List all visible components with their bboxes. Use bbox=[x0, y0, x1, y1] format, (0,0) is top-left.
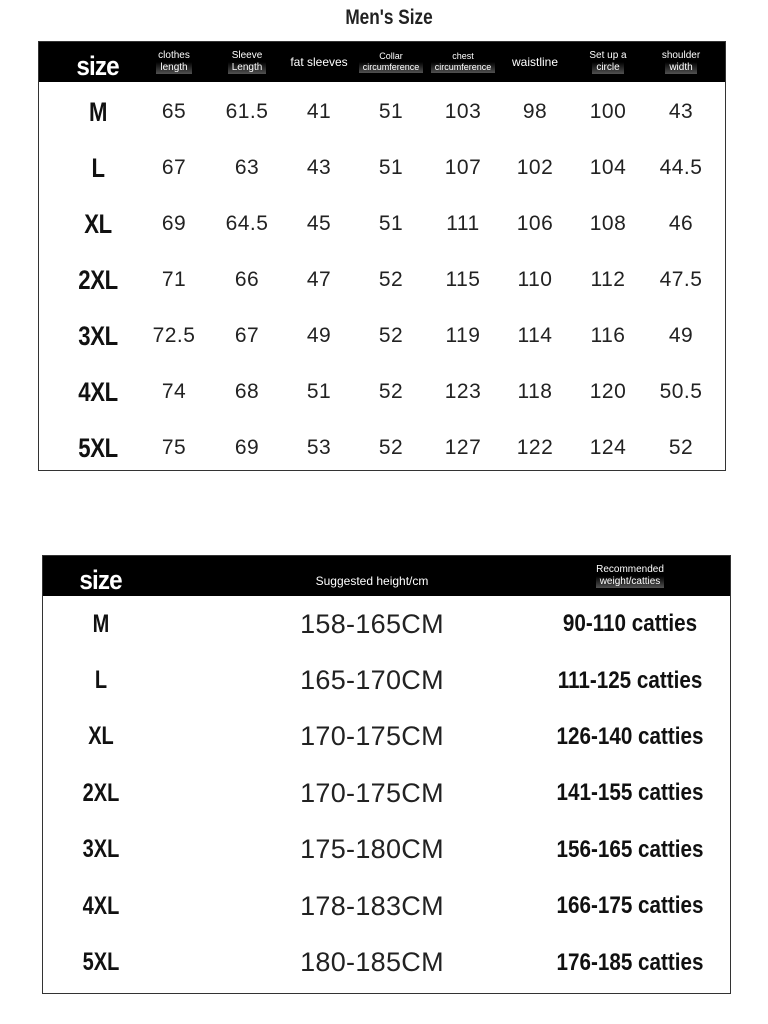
table-cell: 47.5 bbox=[659, 268, 703, 291]
header-label: size bbox=[79, 564, 123, 595]
table-row bbox=[43, 765, 730, 821]
header-cell bbox=[427, 42, 499, 82]
table-cell: 111-125 catties bbox=[557, 666, 703, 694]
table-cell: 66 bbox=[234, 268, 260, 291]
table-cell: 51 bbox=[378, 212, 404, 235]
table-cell: 43 bbox=[306, 156, 332, 179]
header-label: waistline bbox=[511, 54, 559, 69]
table-cell: 170-175CM bbox=[300, 777, 444, 808]
table-cell: 107 bbox=[444, 156, 482, 179]
table-cell: 52 bbox=[668, 436, 694, 459]
table-cell: 110 bbox=[517, 268, 553, 291]
table-cell: 61.5 bbox=[225, 100, 269, 123]
table-cell: 114 bbox=[517, 324, 553, 347]
size-label: 5XL bbox=[82, 948, 120, 977]
table-cell: 75 bbox=[161, 436, 187, 459]
table-cell: 41 bbox=[306, 100, 332, 123]
table-cell: 47 bbox=[306, 268, 332, 291]
header-label: width bbox=[665, 62, 696, 74]
table-cell: 116 bbox=[590, 324, 626, 347]
table-cell: 49 bbox=[668, 324, 694, 347]
table-cell: 126-140 catties bbox=[556, 722, 704, 750]
table-cell: 156-165 catties bbox=[556, 835, 704, 863]
table-cell: 52 bbox=[378, 380, 404, 403]
table-cell: 112 bbox=[590, 268, 626, 291]
table-cell: 49 bbox=[306, 324, 332, 347]
size-measurement-table bbox=[38, 41, 726, 471]
table-row bbox=[43, 878, 730, 934]
header-cell bbox=[138, 42, 210, 82]
table-cell: 127 bbox=[444, 436, 482, 459]
table-cell: 64.5 bbox=[225, 212, 269, 235]
size-label: 2XL bbox=[78, 264, 118, 295]
table-cell: 120 bbox=[589, 380, 627, 403]
header-label: circumference bbox=[359, 62, 424, 73]
table-row bbox=[39, 196, 725, 252]
table-cell: 51 bbox=[378, 100, 404, 123]
table-cell: 178-183CM bbox=[300, 890, 444, 921]
table-cell: 67 bbox=[234, 324, 260, 347]
header-label: Length bbox=[228, 62, 267, 74]
table-cell: 90-110 catties bbox=[562, 610, 698, 638]
table-cell: 51 bbox=[306, 380, 332, 403]
size-label: XL bbox=[88, 722, 114, 751]
page-title: Men's Size bbox=[345, 6, 433, 29]
table-cell: 170-175CM bbox=[300, 721, 444, 752]
header-label: circle bbox=[592, 62, 623, 74]
header-label: Sleeve bbox=[231, 50, 263, 61]
header-cell bbox=[572, 42, 644, 82]
table-cell: 119 bbox=[445, 324, 481, 347]
header-cell bbox=[645, 42, 717, 82]
table-row bbox=[39, 252, 725, 308]
table-cell: 108 bbox=[589, 212, 627, 235]
header-label: Recommended bbox=[596, 564, 664, 575]
size-label: M bbox=[92, 609, 110, 638]
header-cell bbox=[211, 42, 283, 82]
table-row bbox=[39, 140, 725, 196]
table-row bbox=[43, 934, 730, 990]
header-label: Collar bbox=[379, 51, 403, 62]
table-row bbox=[43, 652, 730, 708]
size-label: 3XL bbox=[78, 320, 118, 351]
table-cell: 104 bbox=[589, 156, 627, 179]
table-cell: 72.5 bbox=[152, 324, 196, 347]
table-row bbox=[39, 308, 725, 364]
table-cell: 50.5 bbox=[659, 380, 703, 403]
table-cell: 69 bbox=[161, 212, 187, 235]
table-cell: 53 bbox=[306, 436, 332, 459]
table-cell: 115 bbox=[445, 268, 481, 291]
table-row bbox=[43, 596, 730, 652]
header-label: size bbox=[76, 50, 120, 81]
table-cell: 67 bbox=[161, 156, 187, 179]
size-recommendation-table bbox=[42, 555, 731, 994]
table-cell: 176-185 catties bbox=[556, 948, 704, 976]
header-cell bbox=[51, 556, 151, 596]
header-label: Set up a bbox=[589, 50, 627, 61]
header-cell bbox=[355, 42, 427, 82]
table-cell: 52 bbox=[378, 268, 404, 291]
table-cell: 175-180CM bbox=[300, 834, 444, 865]
header-label: length bbox=[156, 62, 191, 74]
table-cell: 63 bbox=[234, 156, 260, 179]
table-cell: 45 bbox=[306, 212, 332, 235]
table-cell: 141-155 catties bbox=[556, 779, 704, 807]
size-label: 4XL bbox=[78, 376, 118, 407]
table-row bbox=[43, 709, 730, 765]
table-cell: 166-175 catties bbox=[556, 892, 704, 920]
table-cell: 68 bbox=[234, 380, 260, 403]
size-label: L bbox=[91, 152, 105, 183]
header-label: weight/catties bbox=[596, 576, 665, 588]
header-label: clothes bbox=[158, 50, 190, 61]
table-cell: 106 bbox=[516, 212, 554, 235]
size-label: 3XL bbox=[82, 835, 120, 864]
table-cell: 46 bbox=[668, 212, 694, 235]
table-cell: 102 bbox=[516, 156, 554, 179]
size-label: 5XL bbox=[78, 432, 118, 463]
table-cell: 165-170CM bbox=[300, 665, 444, 696]
size-label: L bbox=[94, 666, 108, 695]
table-cell: 103 bbox=[444, 100, 482, 123]
table-cell: 100 bbox=[589, 100, 627, 123]
table-cell: 52 bbox=[378, 324, 404, 347]
table-cell: 44.5 bbox=[659, 156, 703, 179]
header-cell bbox=[242, 556, 502, 596]
size-label: 2XL bbox=[82, 778, 120, 807]
table-cell: 123 bbox=[444, 380, 482, 403]
table-cell: 65 bbox=[161, 100, 187, 123]
header-label: fat sleeves bbox=[290, 54, 348, 69]
table-cell: 74 bbox=[161, 380, 187, 403]
header-label: circumference bbox=[431, 62, 496, 73]
table-row bbox=[39, 84, 725, 140]
table-row bbox=[39, 420, 725, 476]
header-label: Suggested height/cm bbox=[315, 573, 429, 588]
table-cell: 111 bbox=[446, 212, 480, 235]
table-cell: 43 bbox=[668, 100, 694, 123]
header-label: shoulder bbox=[661, 50, 701, 61]
table-header bbox=[43, 556, 730, 596]
table-cell: 98 bbox=[522, 100, 548, 123]
table-cell: 69 bbox=[234, 436, 260, 459]
table-cell: 158-165CM bbox=[300, 608, 444, 639]
table-cell: 52 bbox=[378, 436, 404, 459]
size-label: M bbox=[88, 96, 108, 127]
table-row bbox=[43, 822, 730, 878]
table-cell: 180-185CM bbox=[300, 947, 444, 978]
header-cell bbox=[283, 42, 355, 82]
table-header bbox=[39, 42, 725, 82]
size-label: XL bbox=[84, 208, 112, 239]
table-cell: 122 bbox=[516, 436, 554, 459]
size-label: 4XL bbox=[82, 891, 120, 920]
table-cell: 71 bbox=[161, 268, 187, 291]
table-cell: 118 bbox=[517, 380, 553, 403]
header-cell bbox=[58, 42, 138, 82]
table-row bbox=[39, 364, 725, 420]
table-cell: 51 bbox=[378, 156, 404, 179]
table-cell: 124 bbox=[589, 436, 627, 459]
header-label: chest bbox=[452, 51, 474, 62]
header-cell bbox=[530, 556, 730, 596]
header-cell bbox=[499, 42, 571, 82]
